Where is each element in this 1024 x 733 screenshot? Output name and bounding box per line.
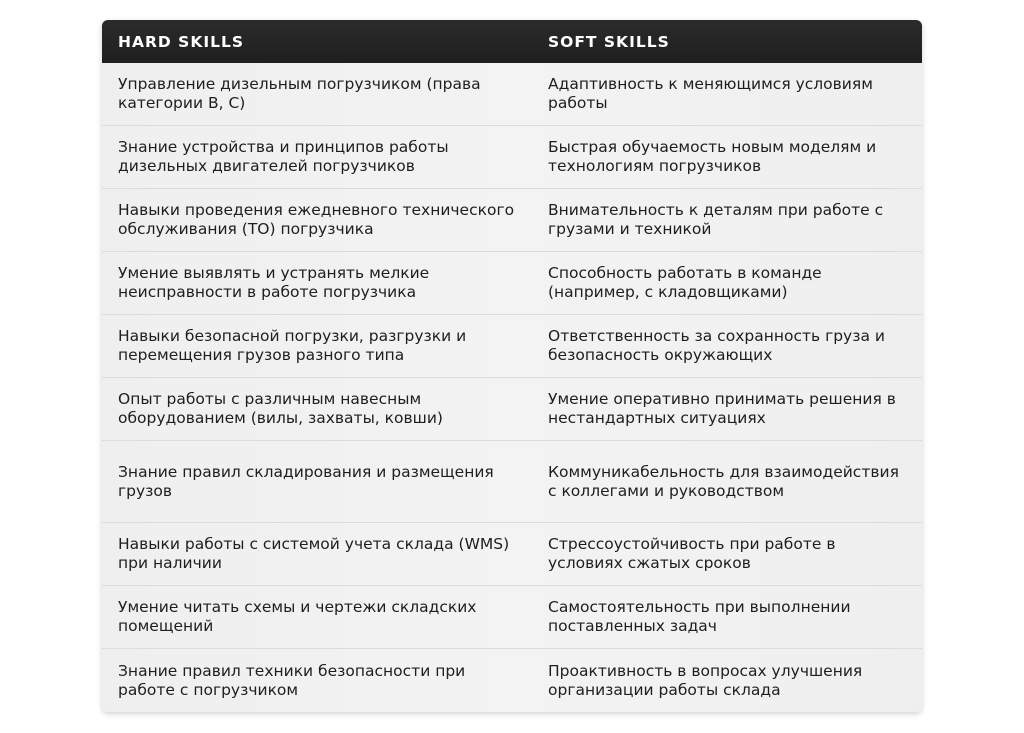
soft-skill-cell: Коммуникабельность для взаимодействия с коллегами и руководством	[548, 462, 899, 500]
table-row	[102, 252, 922, 315]
soft-skill-cell: Умение оперативно принимать решения в нестандартных ситуациях	[548, 390, 896, 427]
soft-skill-cell: Быстрая обучаемость новым моделям и технологиям погрузчиков	[548, 138, 877, 175]
soft-skill-cell: Ответственность за сохранность груза и безопасность окружающих	[548, 327, 885, 364]
hard-skill-cell: Умение выявлять и устранять мелкие неисправности в работе погрузчика	[118, 264, 430, 301]
table-row	[102, 378, 922, 441]
soft-skill-cell: Внимательность к деталям при работе с грузами и техникой	[548, 201, 884, 238]
soft-skill-cell: Способность работать в команде (например, с кладовщиками)	[548, 264, 822, 301]
header-soft-skills: SOFT SKILLS	[548, 32, 670, 51]
soft-skill-cell: Адаптивность к меняющимся условиям работы	[548, 75, 873, 112]
header-hard-skills: HARD SKILLS	[118, 32, 245, 51]
hard-skill-cell: Управление дизельным погрузчиком (права категории B, C)	[118, 75, 481, 112]
hard-skill-cell: Умение читать схемы и чертежи складских помещений	[118, 598, 477, 635]
table-row	[102, 586, 922, 649]
table-row	[102, 189, 922, 252]
hard-skill-cell: Знание устройства и принципов работы дизельных двигателей погрузчиков	[118, 138, 449, 175]
table-row	[102, 315, 922, 378]
hard-skill-cell: Знание правил складирования и размещения грузов	[118, 462, 494, 500]
soft-skill-cell: Стрессоустойчивость при работе в условиях сжатых сроков	[548, 535, 836, 572]
table-row	[102, 649, 922, 712]
hard-skill-cell: Знание правил техники безопасности при работе с погрузчиком	[118, 661, 466, 699]
table-row	[102, 441, 922, 523]
table-row	[102, 523, 922, 586]
soft-skill-cell: Самостоятельность при выполнении поставленных задач	[548, 598, 851, 635]
soft-skill-cell: Проактивность в вопросах улучшения организации работы склада	[548, 661, 863, 699]
skills-table	[102, 20, 922, 712]
table-row	[102, 63, 922, 126]
hard-skill-cell: Опыт работы с различным навесным оборудованием (вилы, захваты, ковши)	[118, 390, 443, 427]
hard-skill-cell: Навыки безопасной погрузки, разгрузки и перемещения грузов разного типа	[118, 327, 467, 364]
hard-skill-cell: Навыки работы с системой учета склада (WMS) при наличии	[118, 535, 510, 572]
hard-skill-cell: Навыки проведения ежедневного технического обслуживания (ТО) погрузчика	[118, 201, 515, 238]
table-header	[102, 20, 922, 63]
table-row	[102, 126, 922, 189]
